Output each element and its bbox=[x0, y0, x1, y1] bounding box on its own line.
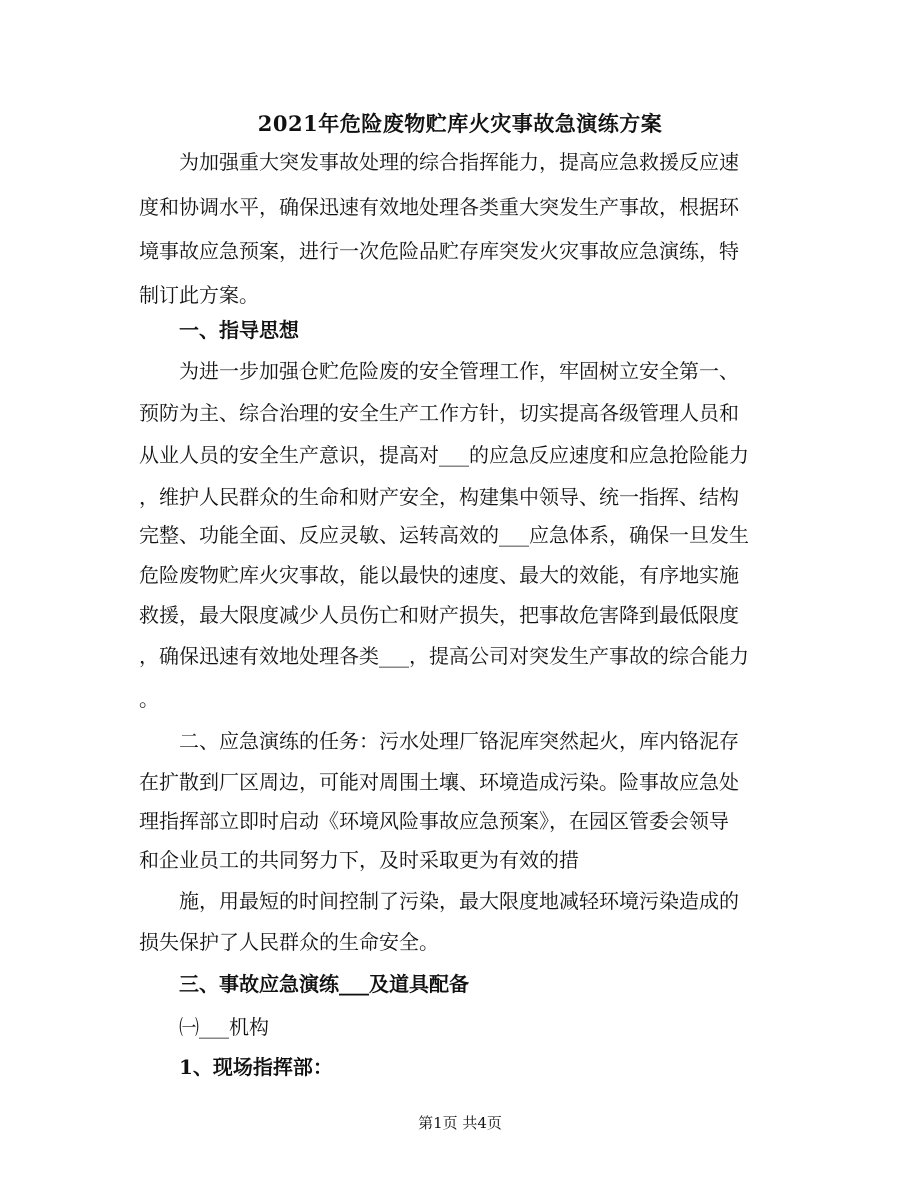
paragraph-line: 完整、功能全面、反应灵敏、运转高效的___应急体系，确保一旦发生 bbox=[139, 523, 749, 547]
paragraph-line: 境事故应急预案，进行一次危险品贮存库突发火灾事故应急演练，特 bbox=[139, 239, 739, 263]
paragraph-line: 为进一步加强仓贮危险废的安全管理工作，牢固树立安全第一、 bbox=[179, 359, 739, 383]
paragraph-line: 从业人员的安全生产意识，提高对___的应急反应速度和应急抢险能力 bbox=[139, 443, 749, 467]
section-heading: 三、事故应急演练___及道具配备 bbox=[179, 972, 469, 996]
paragraph-line: 二、应急演练的任务：污水处理厂铬泥库突然起火，库内铬泥存 bbox=[179, 729, 739, 753]
paragraph-line: 危险废物贮库火灾事故，能以最快的速度、最大的效能，有序地实施 bbox=[139, 563, 739, 587]
section-heading: 一、指导思想 bbox=[179, 318, 299, 342]
paragraph-line: ，确保迅速有效地处理各类___，提高公司对突发生产事故的综合能力 bbox=[139, 644, 749, 668]
paragraph-line: 损失保护了人民群众的生命安全。 bbox=[139, 930, 439, 954]
paragraph-line: 为加强重大突发事故处理的综合指挥能力，提高应急救援反应速 bbox=[179, 150, 739, 174]
paragraph-line: 理指挥部立即时启动《环境风险事故应急预案》，在园区管委会领导 bbox=[139, 809, 729, 833]
document-title: 2021年危险废物贮库火灾事故急演练方案 bbox=[257, 111, 663, 136]
paragraph-line: 在扩散到厂区周边，可能对周围土壤、环境造成污染。险事故应急处 bbox=[139, 770, 739, 794]
paragraph-line: 。 bbox=[139, 687, 159, 711]
paragraph-line: 和企业员工的共同努力下，及时采取更为有效的措 bbox=[139, 848, 579, 872]
paragraph-line: ，维护人民群众的生命和财产安全，构建集中领导、统一指挥、结构 bbox=[139, 485, 739, 509]
paragraph-line: 施，用最短的时间控制了污染，最大限度地减轻环境污染造成的 bbox=[179, 889, 739, 913]
paragraph-line: 预防为主、综合治理的安全生产工作方针，切实提高各级管理人员和 bbox=[139, 401, 739, 425]
paragraph-line: 度和协调水平，确保迅速有效地处理各类重大突发生产事故，根据环 bbox=[139, 195, 739, 219]
page-indicator: 第1页 共4页 bbox=[418, 1114, 502, 1132]
subsection-heading: ㈠___机构 bbox=[179, 1015, 269, 1039]
subsection-heading: 1、现场指挥部： bbox=[179, 1055, 333, 1079]
paragraph-line: 救援，最大限度减少人员伤亡和财产损失，把事故危害降到最低限度 bbox=[139, 603, 739, 627]
paragraph-line: 制订此方案。 bbox=[139, 283, 259, 307]
